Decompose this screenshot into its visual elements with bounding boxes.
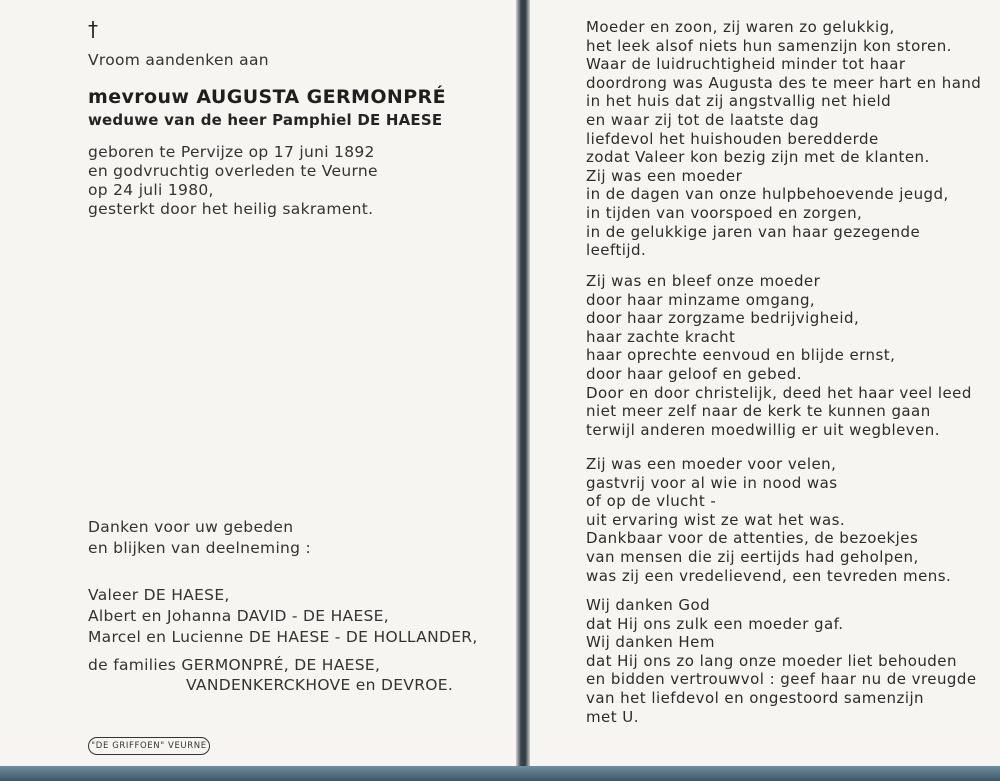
name-main: AUGUSTA GERMONPRÉ xyxy=(196,86,446,108)
poem-line: Dankbaar voor de attenties, de bezoekjes xyxy=(586,529,919,548)
thanks-line: en blijken van deelneming : xyxy=(88,539,312,557)
poem-line: in de gelukkige jaren van haar gezegende xyxy=(586,222,921,241)
deceased-name xyxy=(88,86,446,108)
birth-line: op 24 juli 1980, xyxy=(88,181,214,199)
poem-line: Door en door christelijk, deed het haar veel leed xyxy=(586,383,972,402)
poem-line: dat Hij ons zulk een moeder gaf. xyxy=(586,614,844,633)
poem-line: Zij was een moeder xyxy=(586,166,743,185)
poem-line: Zij was en bleef onze moeder xyxy=(586,272,821,290)
families-line: de families GERMONPRÉ, DE HAESE, xyxy=(88,656,381,674)
poem-line: haar zachte kracht xyxy=(586,327,736,346)
intro-line: Vroom aandenken aan xyxy=(88,51,269,69)
poem-line: in de dagen van onze hulpbehoevende jeugd, xyxy=(586,185,949,204)
family-line: Albert en Johanna DAVID - DE HAESE, xyxy=(88,607,389,625)
poem-line: uit ervaring wist ze wat het was. xyxy=(586,510,846,529)
poem-line: Wij danken Hem xyxy=(586,633,715,652)
printer-stamp: "DE GRIFFOEN" VEURNE xyxy=(88,737,210,755)
poem-line: of op de vlucht - xyxy=(586,492,717,511)
right-page xyxy=(530,0,1000,766)
families-line: VANDENKERCKHOVE en DEVROE. xyxy=(186,676,454,694)
poem-line: leeftijd. xyxy=(586,241,647,260)
birth-line: gesterkt door het heilig sakrament. xyxy=(88,200,374,218)
family-line: Marcel en Lucienne DE HAESE - DE HOLLANDER, xyxy=(88,628,478,646)
poem-line: in het huis dat zij angstvallig net hield xyxy=(586,92,892,111)
widow-line: weduwe van de heer Pamphiel DE HAESE xyxy=(88,111,443,129)
poem-line: Zij was een moeder voor velen, xyxy=(586,455,837,473)
poem-line: van mensen die zij eertijds had geholpen, xyxy=(586,548,919,566)
family-line: Valeer DE HAESE, xyxy=(88,586,230,604)
name-prefix: mevrouw xyxy=(88,86,190,108)
poem-line: door haar geloof en gebed. xyxy=(586,365,802,383)
poem-line: door haar minzame omgang, xyxy=(586,290,816,309)
poem-line: met U. xyxy=(586,707,639,726)
poem-line: was zij een vredelievend, een tevreden mens. xyxy=(586,566,952,585)
birth-line: en godvruchtig overleden te Veurne xyxy=(88,162,378,180)
background-strip xyxy=(0,766,1000,781)
poem-line: gastvrij voor al wie in nood was xyxy=(586,473,838,492)
cross-symbol: † xyxy=(88,17,98,41)
poem-line: liefdevol het huishouden beredderde xyxy=(586,129,879,148)
poem-line: zodat Valeer kon bezig zijn met de klanten. xyxy=(586,148,930,167)
poem-line: dat Hij ons zo lang onze moeder liet behouden xyxy=(586,651,957,670)
poem-line: in tijden van voorspoed en zorgen, xyxy=(586,204,863,222)
poem-line: en waar zij tot de laatste dag xyxy=(586,111,820,129)
poem-line: Waar de luidruchtigheid minder tot haar xyxy=(586,55,906,74)
poem-line: niet meer zelf naar de kerk te kunnen gaan xyxy=(586,402,931,421)
poem-line: Wij danken God xyxy=(586,596,711,614)
poem-line: van het liefdevol en ongestoord samenzijn xyxy=(586,689,925,707)
poem-line: Moeder en zoon, zij waren zo gelukkig, xyxy=(586,18,895,36)
poem-line: terwijl anderen moedwillig er uit wegbleven. xyxy=(586,420,940,439)
poem-line: het leek alsof niets hun samenzijn kon storen. xyxy=(586,36,952,55)
page-fold xyxy=(516,0,530,766)
birth-line: geboren te Pervijze op 17 juni 1892 xyxy=(88,143,375,161)
poem-line: en bidden vertrouwvol : geef haar nu de vreugde xyxy=(586,670,977,689)
poem-line: door haar zorgzame bedrijvigheid, xyxy=(586,309,860,328)
poem-line: haar oprechte eenvoud en blijde ernst, xyxy=(586,346,896,365)
thanks-line: Danken voor uw gebeden xyxy=(88,518,294,536)
poem-line: doordrong was Augusta des te meer hart en hand xyxy=(586,73,982,92)
